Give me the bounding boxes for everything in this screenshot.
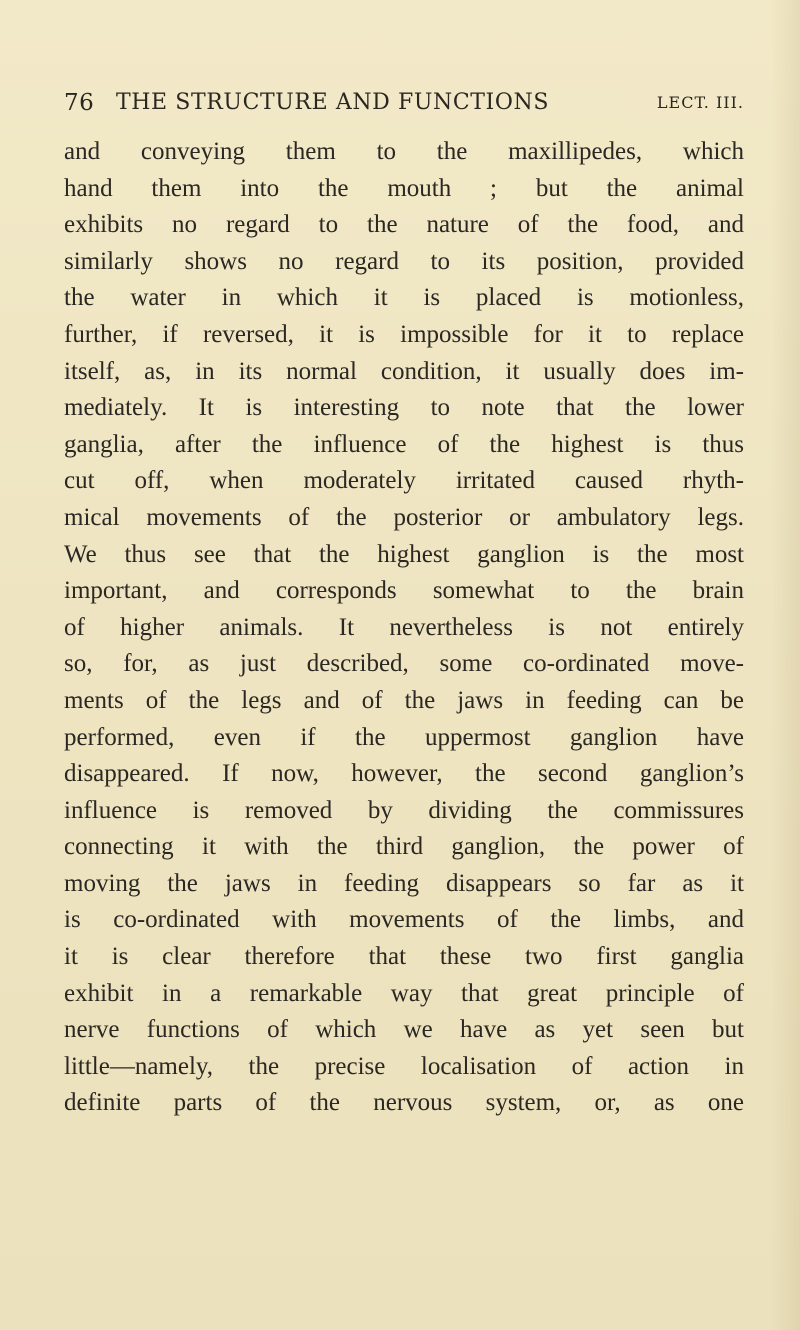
text-line: so, for, as just described, some co-ordinated move- [64, 650, 744, 678]
text-line: connecting it with the third ganglion, the power of [64, 833, 744, 861]
text-line: influence is removed by dividing the commissures [64, 796, 744, 824]
text-line: exhibit in a remarkable way that great principle of [64, 979, 744, 1007]
text-line: moving the jaws in feeding disappears so far as it [64, 869, 744, 897]
text-line: is co-ordinated with movements of the limbs, and [64, 906, 744, 934]
text-line: the water in which it is placed is motionless, [64, 284, 744, 312]
text-line: nerve functions of which we have as yet seen but [64, 1016, 744, 1044]
text-line: similarly shows no regard to its position, provided [64, 247, 744, 275]
text-line: cut off, when moderately irritated caused rhyth- [64, 467, 744, 495]
text-line: further, if reversed, it is impossible for it to replace [64, 320, 744, 348]
text-line: performed, even if the uppermost ganglion have [64, 723, 744, 751]
text-line: ganglia, after the influence of the highest is thus [64, 430, 744, 458]
text-line: hand them into the mouth ; but the animal [64, 174, 744, 202]
running-title: THE STRUCTURE AND FUNCTIONS [116, 90, 550, 115]
text-line: little—namely, the precise localisation of action in [64, 1052, 744, 1080]
text-line: and conveying them to the maxillipedes, which [64, 138, 744, 165]
lecture-label: LECT. III. [656, 93, 744, 112]
text-line: important, and corresponds somewhat to the brain [64, 577, 744, 605]
page-number: 76 [64, 90, 95, 116]
text-line: mediately. It is interesting to note that the lower [64, 394, 744, 422]
text-line: of higher animals. It nevertheless is not entirely [64, 613, 744, 641]
text-line: disappeared. If now, however, the second ganglion’s [64, 760, 744, 788]
text-line: ments of the legs and of the jaws in feeding can be [64, 686, 744, 714]
text-line: definite parts of the nervous system, or, as one [64, 1089, 744, 1117]
text-line: itself, as, in its normal condition, it usually does im- [64, 357, 744, 385]
text-line: it is clear therefore that these two first ganglia [64, 943, 744, 971]
text-line: mical movements of the posterior or ambulatory legs. [64, 503, 744, 531]
body-text [64, 134, 744, 1122]
page-header [64, 90, 744, 130]
text-line: exhibits no regard to the nature of the food, and [64, 211, 744, 239]
text-line: We thus see that the highest ganglion is the most [64, 540, 744, 568]
